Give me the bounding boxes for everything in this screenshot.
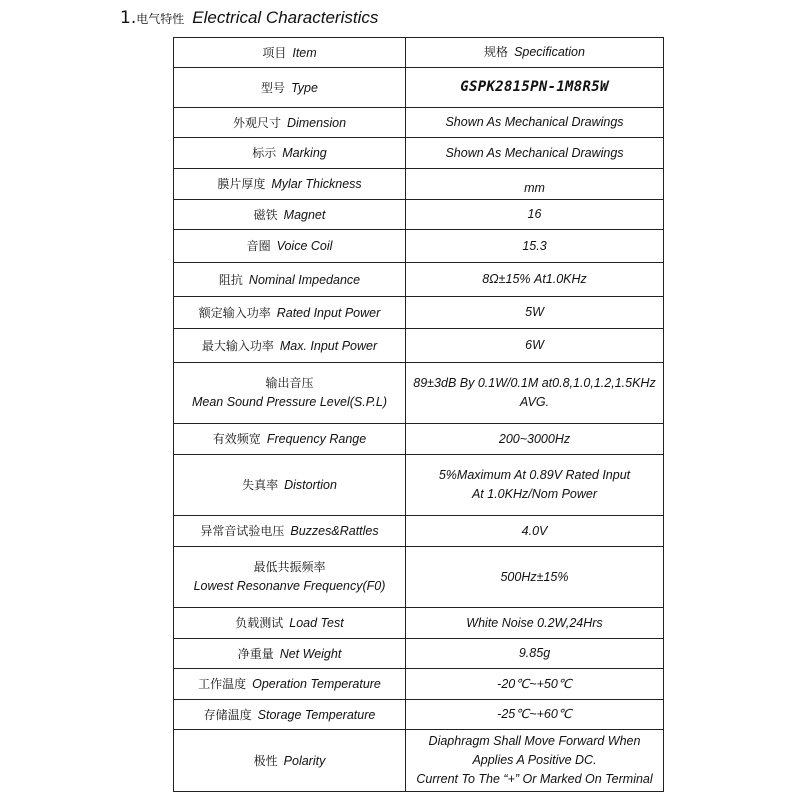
row-value-cell: -20℃~+50℃ bbox=[406, 669, 664, 700]
value-line: Current To The “+” Or Marked On Terminal bbox=[416, 772, 653, 786]
table-row bbox=[174, 230, 664, 263]
row-label-cell bbox=[174, 108, 406, 138]
row-label-cell bbox=[174, 200, 406, 230]
value-line: 89±3dB By 0.1W/0.1M at0.8,1.0,1.2,1.5KHz bbox=[413, 376, 656, 390]
table-row bbox=[174, 263, 664, 297]
row-value-cell: 6W bbox=[406, 329, 664, 363]
row-value-cell: 500Hz±15% bbox=[406, 547, 664, 608]
row-label-cn: 输出音压 bbox=[265, 376, 314, 390]
row-label-en: Marking bbox=[282, 146, 327, 160]
row-label-cn: 最大输入功率 bbox=[201, 338, 274, 353]
row-label-en: Nominal Impedance bbox=[248, 272, 361, 287]
row-label-cell bbox=[174, 700, 406, 730]
row-value-cell: 15.3 bbox=[406, 230, 664, 263]
row-label-en: Voice Coil bbox=[276, 239, 333, 253]
value-line: Applies A Positive DC. bbox=[472, 753, 597, 767]
table-header-row bbox=[174, 38, 664, 68]
row-value-cell: 16 bbox=[406, 200, 664, 230]
row-label-en: Dimension bbox=[286, 115, 347, 130]
row-label-cn: 最低共振频率 bbox=[253, 560, 326, 574]
row-value-cell: 8Ω±15% At1.0KHz bbox=[406, 263, 664, 297]
header-item-cell bbox=[174, 38, 406, 68]
row-label-en: Distortion bbox=[284, 478, 337, 492]
row-label-en: Buzzes&Rattles bbox=[290, 524, 379, 538]
row-value-cell: -25℃~+60℃ bbox=[406, 700, 664, 730]
table-row bbox=[174, 424, 664, 455]
row-label-en: Lowest Resonanve Frequency(F0) bbox=[193, 579, 386, 593]
row-label-cell bbox=[174, 547, 406, 608]
row-label-cell bbox=[174, 608, 406, 639]
table-row bbox=[174, 138, 664, 169]
row-label-cell bbox=[174, 169, 406, 200]
row-label-cn: 极性 bbox=[253, 753, 278, 768]
table-row bbox=[174, 455, 664, 516]
row-label-en: Mean Sound Pressure Level(S.P.L) bbox=[191, 395, 388, 409]
row-value-cell: 5W bbox=[406, 297, 664, 329]
row-label-en: Mylar Thickness bbox=[271, 177, 362, 191]
row-label-en: Type bbox=[291, 80, 318, 95]
row-value-cell: White Noise 0.2W,24Hrs bbox=[406, 608, 664, 639]
row-value-cell bbox=[406, 68, 664, 108]
row-value-cell bbox=[406, 363, 664, 424]
table-row bbox=[174, 669, 664, 700]
value-line: 5%Maximum At 0.89V Rated Input bbox=[438, 468, 631, 482]
row-value-cell: 4.0V bbox=[406, 516, 664, 547]
table-row bbox=[174, 68, 664, 108]
row-value-cell bbox=[406, 730, 664, 792]
table-row bbox=[174, 547, 664, 608]
row-label-cell bbox=[174, 68, 406, 108]
table-row bbox=[174, 639, 664, 669]
section-title-cn: 电气特性 bbox=[136, 12, 185, 26]
row-label-cn: 外观尺寸 bbox=[232, 115, 281, 130]
table-row bbox=[174, 169, 664, 200]
electrical-characteristics-table bbox=[173, 37, 664, 792]
row-label-cn: 膜片厚度 bbox=[217, 177, 266, 191]
row-label-cell bbox=[174, 297, 406, 329]
section-title bbox=[120, 7, 378, 30]
row-label-cell bbox=[174, 639, 406, 669]
table-row bbox=[174, 516, 664, 547]
model-number: GSPK2815PN-1M8R5W bbox=[460, 79, 609, 95]
row-value-cell: Shown As Mechanical Drawings bbox=[406, 108, 664, 138]
row-label-cell bbox=[174, 263, 406, 297]
header-item-en: Item bbox=[292, 45, 317, 60]
row-label-cn: 异常音试验电压 bbox=[200, 524, 285, 538]
row-value-cell: Shown As Mechanical Drawings bbox=[406, 138, 664, 169]
row-label-cell bbox=[174, 138, 406, 169]
row-label-en: Load Test bbox=[289, 616, 344, 630]
row-label-cn: 失真率 bbox=[242, 478, 279, 492]
row-value-cell: mm bbox=[406, 169, 664, 200]
row-label-cn: 工作温度 bbox=[198, 677, 247, 691]
header-item-cn: 项目 bbox=[262, 45, 287, 60]
row-value-cell bbox=[406, 455, 664, 516]
row-label-en: Frequency Range bbox=[266, 432, 367, 446]
table-row bbox=[174, 363, 664, 424]
row-label-cell bbox=[174, 329, 406, 363]
table-row bbox=[174, 297, 664, 329]
value-line: At 1.0KHz/Nom Power bbox=[471, 487, 598, 501]
value-line: AVG. bbox=[519, 395, 550, 409]
table-row bbox=[174, 730, 664, 792]
row-value-cell: 9.85g bbox=[406, 639, 664, 669]
row-label-cn: 音圈 bbox=[246, 239, 271, 253]
row-label-cn: 有效频宽 bbox=[212, 432, 261, 446]
row-label-cell bbox=[174, 730, 406, 792]
row-label-cell bbox=[174, 424, 406, 455]
row-label-cn: 额定输入功率 bbox=[198, 305, 271, 320]
row-label-en: Magnet bbox=[283, 207, 326, 222]
row-label-cell bbox=[174, 516, 406, 547]
row-label-cn: 存储温度 bbox=[203, 707, 252, 722]
row-label-cn: 净重量 bbox=[237, 646, 274, 661]
row-label-cn: 负载测试 bbox=[235, 616, 284, 630]
row-label-cn: 型号 bbox=[261, 80, 286, 95]
value-line: Diaphragm Shall Move Forward When bbox=[428, 734, 641, 748]
row-label-cell bbox=[174, 230, 406, 263]
row-label-en: Net Weight bbox=[279, 646, 342, 661]
section-number: 1. bbox=[120, 8, 137, 28]
header-spec-cn: 规格 bbox=[484, 45, 509, 59]
row-label-en: Polarity bbox=[283, 753, 326, 768]
row-label-en: Storage Temperature bbox=[257, 707, 376, 722]
row-value-cell: 200~3000Hz bbox=[406, 424, 664, 455]
row-label-cn: 阻抗 bbox=[218, 272, 243, 287]
row-label-cn: 标示 bbox=[252, 146, 277, 160]
row-label-cell bbox=[174, 455, 406, 516]
table-row bbox=[174, 608, 664, 639]
table-row bbox=[174, 700, 664, 730]
row-label-cell bbox=[174, 363, 406, 424]
row-label-en: Rated Input Power bbox=[276, 305, 381, 320]
table-row bbox=[174, 329, 664, 363]
row-label-en: Operation Temperature bbox=[252, 677, 381, 691]
section-title-en: Electrical Characteristics bbox=[192, 8, 379, 27]
header-spec-en: Specification bbox=[514, 45, 585, 59]
header-spec-cell bbox=[406, 38, 664, 68]
table-row bbox=[174, 200, 664, 230]
table-row bbox=[174, 108, 664, 138]
row-label-cell bbox=[174, 669, 406, 700]
row-label-cn: 磁铁 bbox=[253, 207, 278, 222]
row-label-en: Max. Input Power bbox=[279, 338, 378, 353]
